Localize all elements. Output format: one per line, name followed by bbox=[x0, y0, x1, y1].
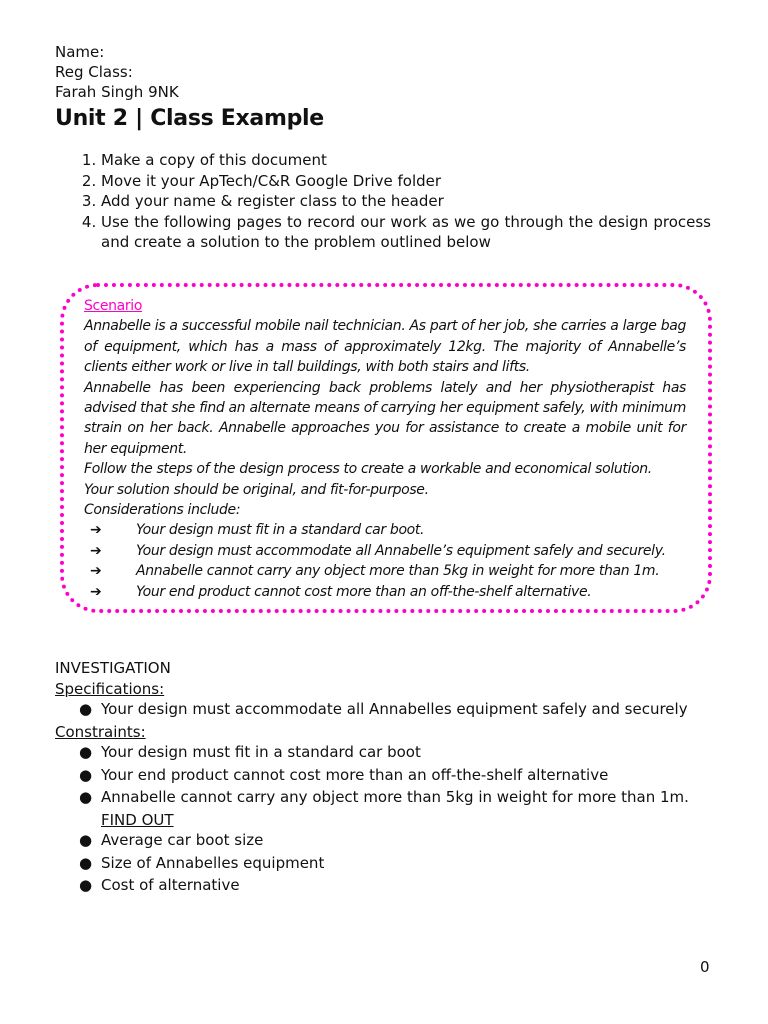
specifications-list bbox=[55, 699, 711, 720]
scenario-paragraph: Follow the steps of the design process to create a workable and economical solution. bbox=[84, 461, 652, 478]
list-item bbox=[55, 875, 711, 896]
header-reg-class-label: Reg Class: bbox=[55, 63, 133, 81]
instruction-step: 1. Make a copy of this document bbox=[101, 150, 711, 171]
investigation-heading: INVESTIGATION bbox=[55, 659, 171, 677]
header-name-label: Name: bbox=[55, 43, 105, 61]
list-item bbox=[84, 520, 686, 540]
constraint-text: Annabelle cannot carry any object more than 5kg in weight for more than 1m. bbox=[101, 788, 689, 806]
bullet-icon: ● bbox=[79, 831, 93, 849]
consideration-text: Your design must fit in a standard car boot. bbox=[136, 522, 425, 539]
find-out-label: FIND OUT bbox=[101, 810, 174, 829]
find-out-text: Average car boot size bbox=[101, 831, 264, 849]
list-item bbox=[55, 765, 711, 786]
scenario-title: Scenario bbox=[84, 298, 143, 314]
scenario-paragraph: Annabelle has been experiencing back problems lately and her physiotherapist has advised that she find an alternate means of carrying her equipment safely, with minimum strain on her back. Annabelle approaches you for assistance to create a mobile unit for her equipment. bbox=[84, 379, 686, 457]
investigation-section bbox=[55, 658, 711, 898]
list-item bbox=[55, 742, 711, 763]
bullet-icon: ● bbox=[79, 765, 93, 784]
instruction-step: 3. Add your name & register class to the header bbox=[101, 191, 711, 212]
header-student-name: Farah Singh 9NK bbox=[55, 83, 179, 101]
considerations-label: Considerations include: bbox=[84, 502, 241, 519]
bullet-icon: ● bbox=[79, 853, 93, 872]
arrow-icon: ➔ bbox=[90, 563, 102, 580]
consideration-text: Your end product cannot cost more than an off-the-shelf alternative. bbox=[136, 583, 592, 600]
bullet-icon: ● bbox=[79, 788, 93, 806]
find-out-list bbox=[55, 830, 711, 896]
scenario-paragraph: Annabelle is a successful mobile nail technician. As part of her job, she carries a large bag of equipment, which has a mass of approximately 12kg. The majority of Annabelle’s clients either work or live in tall buildings, with both stairs and lifts. bbox=[84, 318, 686, 376]
list-item bbox=[84, 561, 686, 581]
scenario-box bbox=[84, 296, 686, 602]
specification-text: Your design must accommodate all Annabelles equipment safely and securely bbox=[101, 700, 688, 718]
list-item bbox=[84, 541, 686, 561]
arrow-icon: ➔ bbox=[90, 583, 102, 600]
bullet-icon: ● bbox=[79, 743, 93, 761]
document-title: Unit 2 | Class Example bbox=[55, 106, 324, 131]
considerations-list bbox=[84, 520, 686, 602]
constraints-label: Constraints: bbox=[55, 722, 146, 741]
instruction-step: 2. Move it your ApTech/C&R Google Drive folder bbox=[101, 171, 711, 192]
find-out-text: Size of Annabelles equipment bbox=[101, 853, 325, 872]
consideration-text: Annabelle cannot carry any object more than 5kg in weight for more than 1m. bbox=[136, 563, 660, 580]
bullet-icon: ● bbox=[79, 700, 93, 718]
constraint-text: Your design must fit in a standard car boot bbox=[101, 743, 421, 761]
specifications-label: Specifications: bbox=[55, 679, 165, 698]
instruction-step: 4. Use the following pages to record our work as we go through the design process and create a solution to the problem outlined below bbox=[101, 212, 711, 253]
list-item bbox=[55, 787, 711, 808]
document-page bbox=[55, 42, 711, 253]
arrow-icon: ➔ bbox=[90, 522, 102, 539]
list-item bbox=[55, 699, 711, 720]
arrow-icon: ➔ bbox=[90, 542, 102, 559]
scenario-paragraph: Your solution should be original, and fit-for-purpose. bbox=[84, 481, 429, 498]
page-number: 0 bbox=[700, 958, 710, 976]
list-item bbox=[55, 830, 711, 851]
constraints-list bbox=[55, 742, 711, 808]
instruction-list bbox=[55, 150, 711, 253]
find-out-text: Cost of alternative bbox=[101, 876, 240, 894]
list-item bbox=[55, 853, 711, 874]
list-item bbox=[84, 582, 686, 602]
bullet-icon: ● bbox=[79, 876, 93, 894]
consideration-text: Your design must accommodate all Annabelle’s equipment safely and securely. bbox=[136, 542, 666, 559]
constraint-text: Your end product cannot cost more than an off-the-shelf alternative bbox=[101, 765, 609, 784]
